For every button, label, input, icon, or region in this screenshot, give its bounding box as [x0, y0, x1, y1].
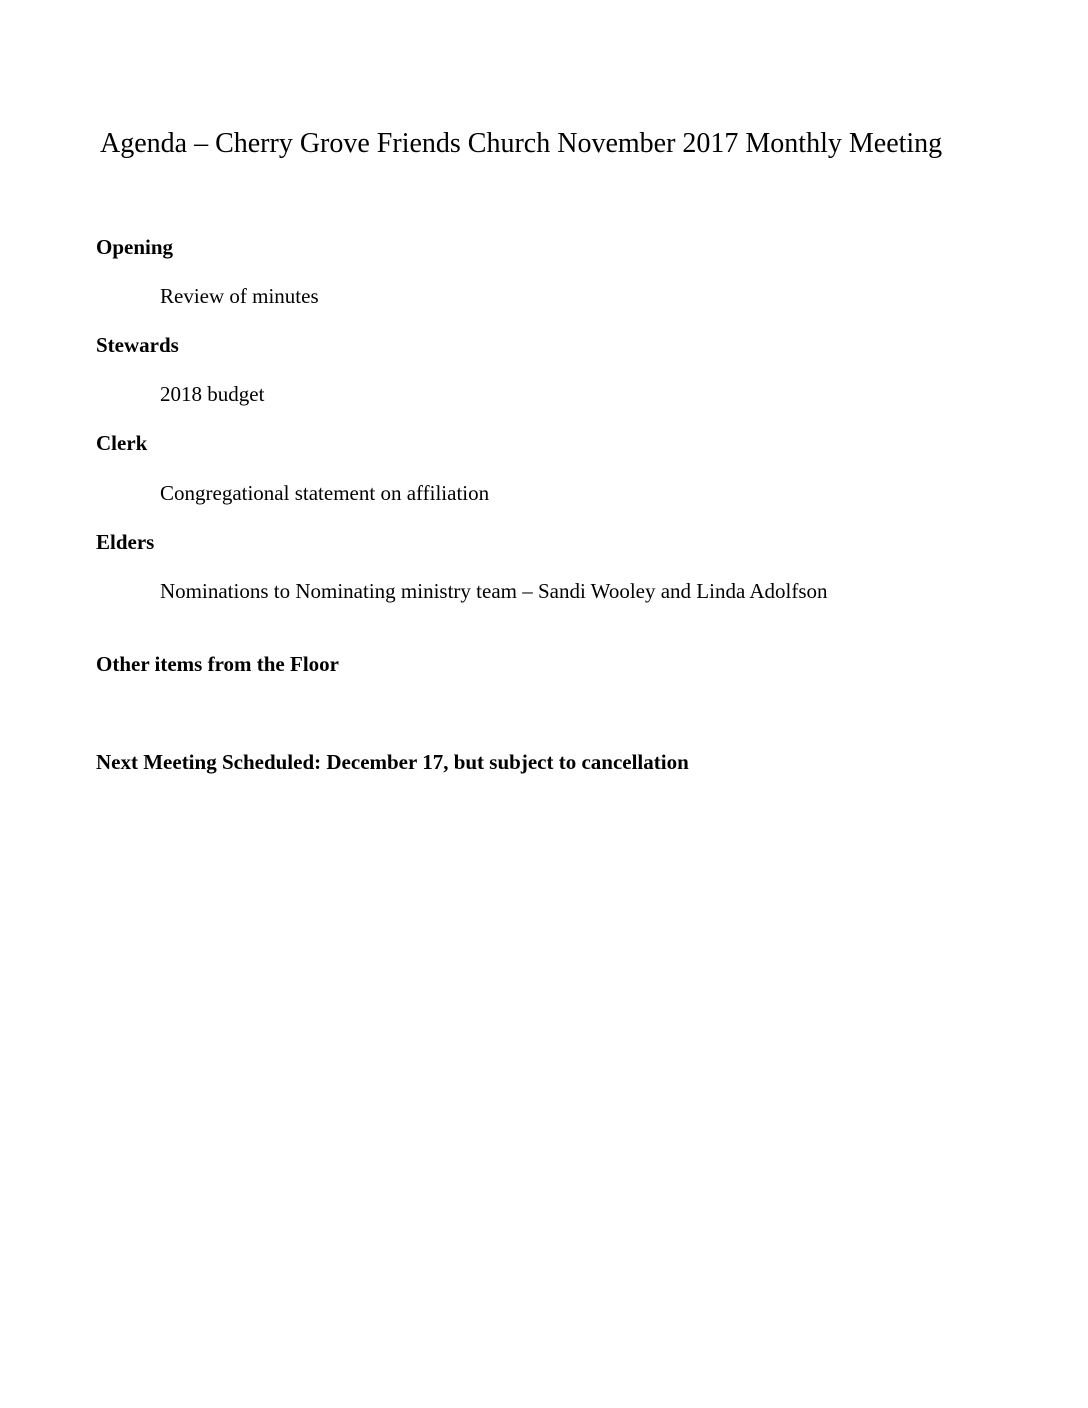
section-heading-opening: Opening — [96, 235, 174, 259]
section-item-clerk: Congregational statement on affiliation — [160, 481, 490, 505]
section-heading-stewards: Stewards — [96, 333, 179, 357]
section-heading-clerk: Clerk — [96, 431, 148, 455]
section-heading-elders: Elders — [96, 530, 155, 554]
page-title: Agenda – Cherry Grove Friends Church November 2017 Monthly Meeting — [100, 128, 943, 159]
section-item-elders: Nominations to Nominating ministry team – Sandi Wooley and Linda Adolfson — [160, 579, 828, 603]
next-meeting-heading: Next Meeting Scheduled: December 17, but subject to cancellation — [96, 750, 689, 774]
section-item-stewards: 2018 budget — [160, 382, 265, 406]
section-item-opening: Review of minutes — [160, 284, 319, 308]
other-items-heading: Other items from the Floor — [96, 652, 339, 676]
